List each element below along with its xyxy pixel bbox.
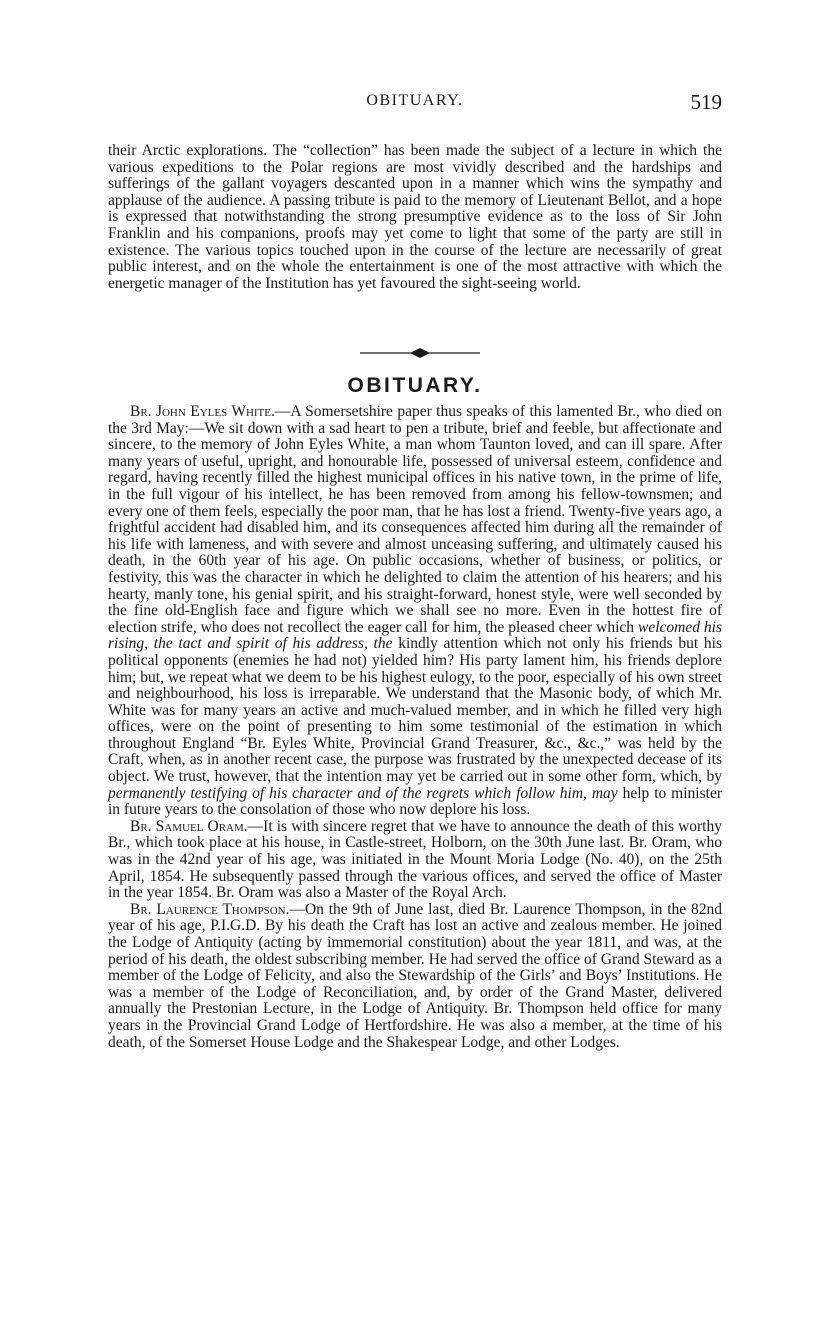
- obituary-text: help to minister in future years to the consolation of those who now deplore his loss.: [108, 784, 722, 819]
- obituary-entry-white: [108, 404, 722, 819]
- section-heading: OBITUARY.: [347, 374, 483, 397]
- obituary-entry-thompson: [108, 902, 722, 1051]
- obituaries: [108, 404, 722, 1051]
- obituary-entry-oram: [108, 819, 722, 902]
- obituary-italic-text: permanently testifying of his character and of the regrets which follow him, may: [108, 784, 618, 802]
- obituary-name: Br. Laurence Thompson.: [130, 900, 290, 918]
- running-head: [108, 92, 722, 118]
- running-head-title: OBITUARY.: [366, 92, 464, 109]
- obituary-text: —On the 9th of June last, died Br. Laurence Thompson, in the 82nd year of his age, P.I.G.D. By his death the Craft has lost an active and zealous member. He joined the Lodge of Antiquity (acting by immemorial constitution) about the year 1811, and was, at the period of his death, the oldest subscribing member. He had served the office of Grand Steward as a member of the Lodge of Felicity, and also the Stewardship of the Girls’ and Boys’ Institutions. He was a member of the Lodge of Reconciliation, and, by order of the Grand Master, delivered annually the Prestonian Lecture, in the Lodge of Antiquity. Br. Thompson held office for many years in the Provincial Grand Lodge of Hertfordshire. He was also a member, at the time of his death, of the Somerset House Lodge and the Shakespear Lodge, and other Lodges.: [108, 900, 722, 1051]
- intro-paragraph-block: [108, 143, 722, 292]
- obituary-text: —A Somersetshire paper thus speaks of this lamented Br., who died on the 3rd May:—We sit down with a sad heart to pen a tribute, brief and feeble, but affectionate and sincere, to the memory of John Eyles White, a man whom Taunton loved, and can ill spare. After many years of useful, upright, and honourable life, possessed of universal esteem, confidence and regard, having recently filled the highest municipal offices in his native town, in the prime of life, in the full vigour of his intellect, he has been removed from among his fellow-townsmen; and every one of them feels, especially the poor man, that he has lost a friend. Twenty-five years ago, a frightful accident had disabled him, and its consequences affected him during all the remainder of his life with lameness, and with severe and almost unceasing suffering, and ultimately caused his death, in the 60th year of his age. On public occasions, whether of business, or politics, or festivity, this was the character in which he delighted to claim the attention of his hearers; and his hearty, manly tone, his genial spirit, and his straight-forward, honest style, were well seconded by the fine old-English face and figure which we shall see no more. Even in the hottest fire of election strife, who does not recollect the eager call for him, the pleased cheer which: [108, 403, 722, 636]
- obituary-italic-text: welcomed his rising, the tact and spirit of his address, the: [108, 618, 722, 653]
- intro-paragraph: their Arctic explorations. The “collection” has been made the subject of a lecture in which the various expeditions to the Polar regions are most vividly described and the hardships and sufferings of the gallant voyagers descanted upon in a manner which wins the sympathy and applause of the audience. A passing tribute is paid to the memory of Lieutenant Bellot, and a hope is expressed that notwithstanding the strong presumptive evidence as to the loss of Sir John Franklin and his companions, proofs may yet come to light that some of the party are still in existence. The various topics touched upon in the course of the lecture are necessarily of great public interest, and on the whole the entertainment is one of the most attractive with which the energetic manager of the Institution has yet favoured the sight-seeing world.: [108, 142, 722, 292]
- obituary-text: —It is with sincere regret that we have to announce the death of this worthy Br., which took place at his house, in Castle-street, Holborn, on the 30th June last. Br. Oram, who was in the 42nd year of his age, was initiated in the Mount Moria Lodge (No. 40), on the 25th April, 1854. He subsequently passed through the various offices, and served the office of Master in the year 1854. Br. Oram was also a Master of the Royal Arch.: [108, 817, 722, 902]
- obituary-name: Br. Samuel Oram.: [130, 817, 248, 835]
- obituary-name: Br. John Eyles White.: [130, 403, 275, 420]
- obituary-text: kindly attention which not only his friends but his political opponents (enemies he had not) yielded him? His party lament him, his friends deplore him; but, we repeat what we deem to be his highest eulogy, to the poor, especially of his own street and neighbourhood, his loss is irreparable. We understand that the Masonic body, of which Mr. White was for many years an active and much-valued member, and in which he filled very high offices, were on the point of presenting to him some testimonial of the estimation in which throughout England “Br. Eyles White, Provincial Grand Treasurer, &c., &c.,” was held by the Craft, when, as in another recent case, the purpose was frustrated by the unexpected decease of its object. We trust, however, that the intention may yet be carried out in some other form, which, by: [108, 635, 722, 786]
- page-number: 519: [690, 90, 722, 114]
- section-divider-ornament: [360, 347, 480, 359]
